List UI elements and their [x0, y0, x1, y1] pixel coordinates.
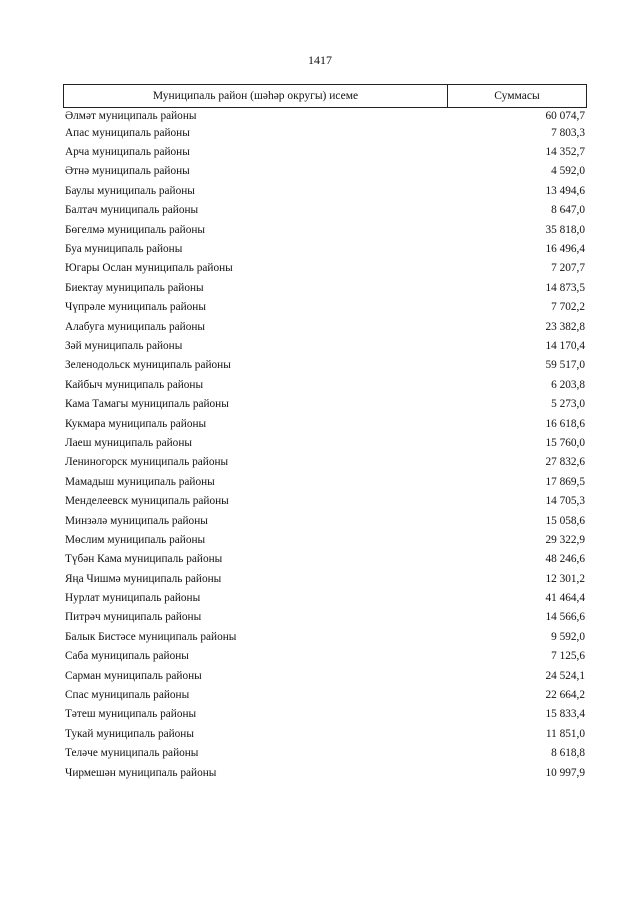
district-name-cell: Арча муниципаль районы: [65, 146, 190, 159]
table-body: [63, 108, 587, 782]
sum-cell: 41 464,4: [545, 592, 585, 605]
sum-cell: 48 246,6: [545, 553, 585, 566]
district-name-cell: Баулы муниципаль районы: [65, 184, 195, 197]
table-row: [63, 108, 587, 123]
table-row: [63, 453, 587, 472]
page-number: 1417: [308, 53, 332, 67]
table-row: [63, 298, 587, 317]
table-row: [63, 530, 587, 549]
table-row: [63, 414, 587, 433]
district-name-cell: Теләче муниципаль районы: [65, 747, 199, 760]
sum-cell: 8 618,8: [551, 747, 585, 760]
sum-cell: 15 833,4: [545, 708, 585, 721]
district-name-cell: Минзәлә муниципаль районы: [65, 514, 208, 527]
sum-cell: 35 818,0: [545, 223, 585, 236]
sum-cell: 14 170,4: [545, 339, 585, 352]
sum-cell: 14 352,7: [545, 146, 585, 159]
district-name-cell: Апас муниципаль районы: [65, 126, 190, 139]
sum-cell: 8 647,0: [551, 204, 585, 217]
table-row: [63, 763, 587, 782]
district-name-cell: Лениногорск муниципаль районы: [65, 456, 229, 469]
district-name-cell: Бөгелмә муниципаль районы: [65, 223, 206, 236]
table-row: [63, 181, 587, 200]
district-name-cell: Мамадыш муниципаль районы: [65, 475, 215, 488]
sum-cell: 14 566,6: [545, 611, 585, 624]
sum-cell: 7 803,3: [551, 126, 585, 139]
table-row: [63, 317, 587, 336]
sum-cell: 13 494,6: [545, 184, 585, 197]
district-name-cell: Кама Тамагы муниципаль районы: [65, 398, 229, 411]
district-name-cell: Тукай муниципаль районы: [65, 727, 194, 740]
table-row: [63, 433, 587, 452]
table-row: [63, 162, 587, 181]
district-name-cell: Алабуга муниципаль районы: [65, 320, 205, 333]
district-name-cell: Нурлат муниципаль районы: [65, 592, 201, 605]
table-row: [63, 278, 587, 297]
table-header: [63, 84, 587, 108]
district-name-cell: Буа муниципаль районы: [65, 243, 183, 256]
table-row: [63, 491, 587, 510]
sum-cell: 12 301,2: [545, 572, 585, 585]
table-row: [63, 647, 587, 666]
table-row: [63, 608, 587, 627]
sum-cell: 24 524,1: [545, 669, 585, 682]
table-row: [63, 336, 587, 355]
district-name-cell: Кайбыч муниципаль районы: [65, 378, 204, 391]
district-name-cell: Түбән Кама муниципаль районы: [65, 553, 223, 566]
table-row: [63, 685, 587, 704]
sum-cell: 16 618,6: [545, 417, 585, 430]
sum-cell: 6 203,8: [551, 378, 585, 391]
sum-cell: 4 592,0: [551, 165, 585, 178]
district-name-cell: Биектау муниципаль районы: [65, 281, 204, 294]
sum-cell: 15 760,0: [545, 436, 585, 449]
district-name-cell: Кукмара муниципаль районы: [65, 417, 207, 430]
district-name-cell: Әлмәт муниципаль районы: [65, 109, 197, 122]
district-name-cell: Менделеевск муниципаль районы: [65, 495, 229, 508]
sum-cell: 5 273,0: [551, 398, 585, 411]
district-name-cell: Спас муниципаль районы: [65, 689, 190, 702]
table-row: [63, 550, 587, 569]
district-name-cell: Тәтеш муниципаль районы: [65, 708, 197, 721]
table-row: [63, 511, 587, 530]
sum-cell: 9 592,0: [551, 630, 585, 643]
district-name-cell: Яңа Чишмә муниципаль районы: [65, 572, 222, 585]
table-row: [63, 472, 587, 491]
table-row: [63, 220, 587, 239]
sum-cell: 22 664,2: [545, 689, 585, 702]
table-row: [63, 239, 587, 258]
sum-cell: 27 832,6: [545, 456, 585, 469]
header-municipal-district-name: Муниципаль район (шәһәр округы) исеме: [64, 85, 448, 107]
district-name-cell: Әтнә муниципаль районы: [65, 165, 190, 178]
district-name-cell: Питрәч муниципаль районы: [65, 611, 202, 624]
table-row: [63, 356, 587, 375]
sum-cell: 17 869,5: [545, 475, 585, 488]
district-name-cell: Чүпрәле муниципаль районы: [65, 301, 206, 314]
sum-cell: 14 705,3: [545, 495, 585, 508]
table-row: [63, 375, 587, 394]
sum-cell: 14 873,5: [545, 281, 585, 294]
sum-cell: 10 997,9: [545, 766, 585, 779]
table-row: [63, 201, 587, 220]
sum-cell: 7 207,7: [551, 262, 585, 275]
sum-cell: 16 496,4: [545, 243, 585, 256]
sum-cell: 60 074,7: [545, 109, 585, 122]
header-sum: Суммасы: [494, 90, 540, 102]
table-row: [63, 259, 587, 278]
district-name-cell: Мөслим муниципаль районы: [65, 533, 206, 546]
district-name-cell: Балык Бистәсе муниципаль районы: [65, 630, 237, 643]
sum-cell: 59 517,0: [545, 359, 585, 372]
table-row: [63, 627, 587, 646]
table-row: [63, 569, 587, 588]
table-row: [63, 142, 587, 161]
district-name-cell: Лаеш муниципаль районы: [65, 436, 192, 449]
table-row: [63, 588, 587, 607]
district-name-cell: Сарман муниципаль районы: [65, 669, 202, 682]
district-name-cell: Чирмешән муниципаль районы: [65, 766, 217, 779]
table-row: [63, 123, 587, 142]
district-name-cell: Балтач муниципаль районы: [65, 204, 199, 217]
sum-cell: 23 382,8: [545, 320, 585, 333]
sum-cell: 11 851,0: [545, 727, 585, 740]
sum-cell: 7 702,2: [551, 301, 585, 314]
table-row: [63, 705, 587, 724]
sum-cell: 15 058,6: [545, 514, 585, 527]
table-row: [63, 724, 587, 743]
table-row: [63, 666, 587, 685]
table-row: [63, 394, 587, 413]
district-name-cell: Саба муниципаль районы: [65, 650, 189, 663]
district-name-cell: Зәй муниципаль районы: [65, 339, 183, 352]
district-name-cell: Зеленодольск муниципаль районы: [65, 359, 231, 372]
table-row: [63, 744, 587, 763]
municipal-sums-table: [63, 84, 587, 782]
sum-cell: 29 322,9: [545, 533, 585, 546]
district-name-cell: Югары Ослан муниципаль районы: [65, 262, 233, 275]
sum-cell: 7 125,6: [551, 650, 585, 663]
